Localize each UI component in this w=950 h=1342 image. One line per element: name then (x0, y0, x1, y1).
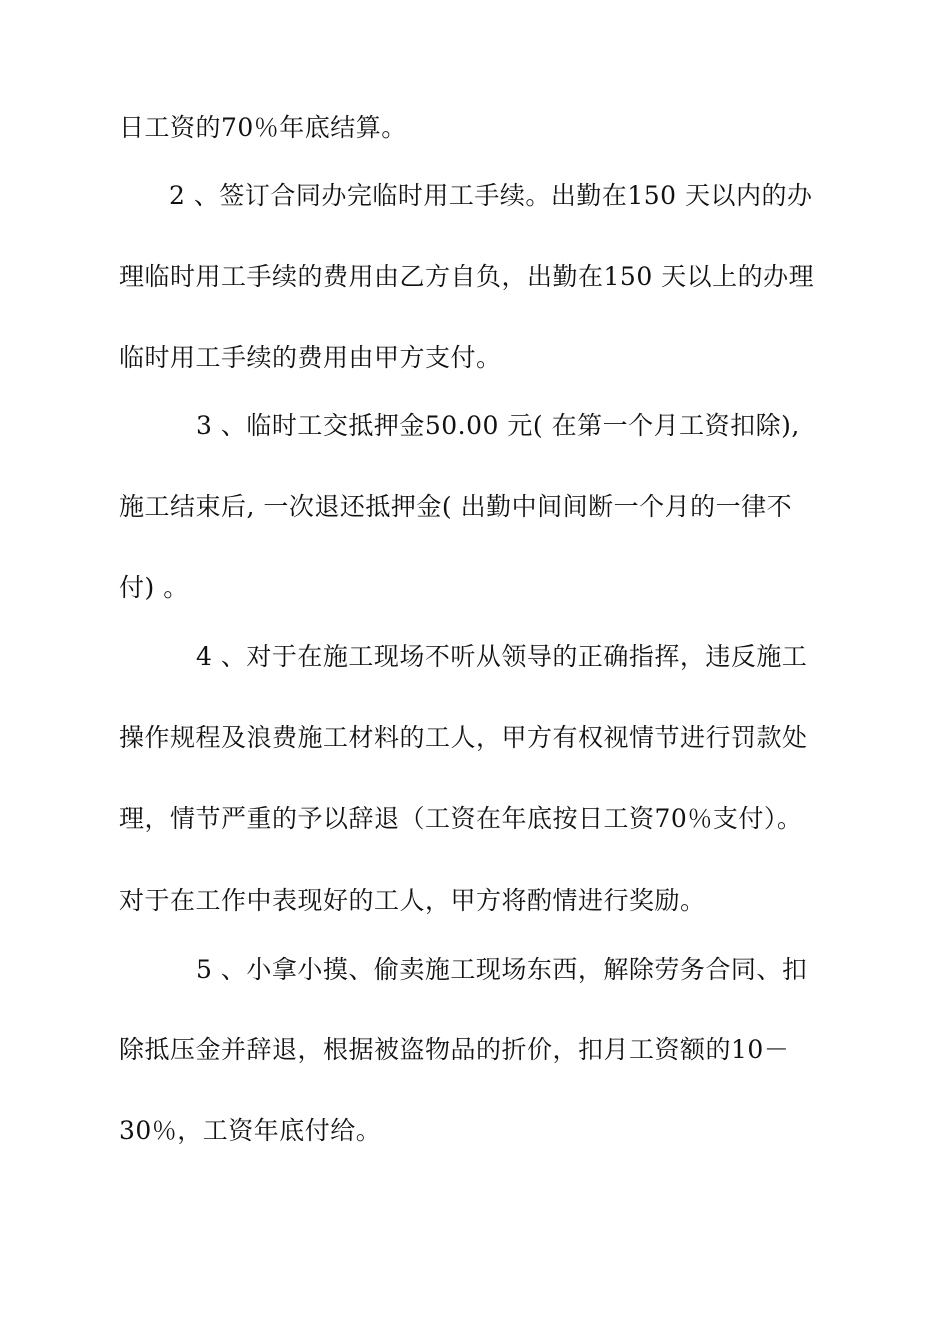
text-line-6: 施工结束后, 一次退还抵押金( 出勤中间间断一个月的一律不 (119, 492, 793, 521)
text-line-5: 3 、临时工交抵押金50.00 元( 在第一个月工资扣除), (196, 411, 800, 440)
text-line-9: 操作规程及浪费施工材料的工人，甲方有权视情节进行罚款处 (119, 723, 808, 752)
text-line-7: 付) 。 (119, 573, 189, 602)
text-line-1: 日工资的70％年底结算。 (119, 113, 407, 142)
text-line-11: 对于在工作中表现好的工人，甲方将酌情进行奖励。 (119, 886, 706, 915)
text-line-3: 理临时用工手续的费用由乙方自负，出勤在150 天以上的办理 (119, 262, 815, 291)
text-line-13: 除抵压金并辞退，根据被盗物品的折价，扣月工资额的10－ (119, 1035, 790, 1064)
text-line-8: 4 、对于在施工现场不听从领导的正确指挥，违反施工 (196, 642, 808, 671)
text-line-12: 5 、小拿小摸、偷卖施工现场东西，解除劳务合同、扣 (196, 955, 808, 984)
text-line-2: 2 、签订合同办完临时用工手续。出勤在150 天以内的办 (169, 181, 813, 210)
text-line-4: 临时用工手续的费用由甲方支付。 (119, 343, 502, 372)
text-line-10: 理，情节严重的予以辞退（工资在年底按日工资70％支付）。 (119, 804, 803, 833)
text-line-14: 30％，工资年底付给。 (119, 1116, 382, 1145)
